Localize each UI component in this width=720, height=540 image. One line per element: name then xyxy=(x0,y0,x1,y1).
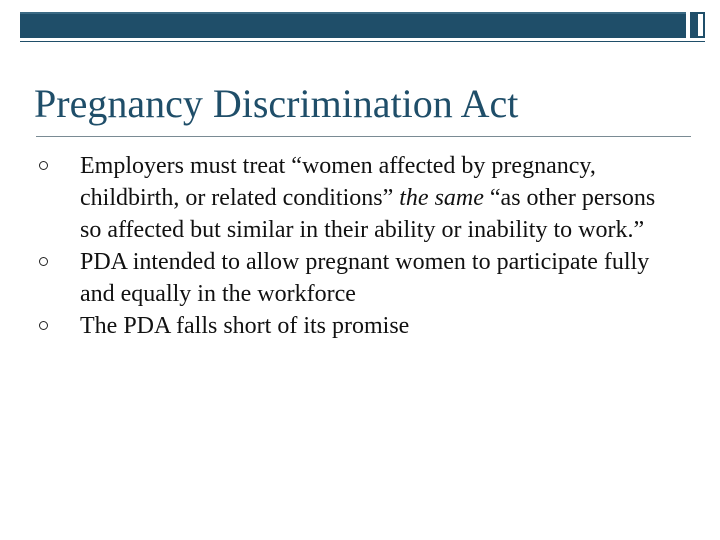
slide-title: Pregnancy Discrimination Act xyxy=(34,81,519,126)
bullet-text xyxy=(80,153,655,243)
bullet-text: The PDA falls short of its promise xyxy=(80,313,410,339)
bullet-text-after: “as other persons so affected but similar in their ability or inability to work.” xyxy=(80,185,656,243)
hollow-circle-bullet-icon xyxy=(39,321,48,330)
bullet-text-before: Employers must treat “women affected by pregnancy, childbirth, or related conditions” xyxy=(80,153,596,211)
header-bar-end-fill xyxy=(692,14,698,36)
header-rule xyxy=(20,41,705,42)
bullet-item-pda-shortfall xyxy=(36,310,676,342)
bullet-text-emphasis: the same xyxy=(399,185,484,211)
title-divider xyxy=(36,136,691,137)
bullet-item-pda-intent xyxy=(36,246,676,310)
hollow-circle-bullet-icon xyxy=(39,257,48,266)
bullet-item-equal-treatment xyxy=(36,150,676,246)
bullet-list xyxy=(36,150,676,342)
bullet-text: PDA intended to allow pregnant women to participate fully and equally in the workforce xyxy=(80,249,650,307)
header-bar-end-block xyxy=(690,12,705,38)
hollow-circle-bullet-icon xyxy=(39,161,48,170)
header-bar-highlight xyxy=(20,12,686,38)
